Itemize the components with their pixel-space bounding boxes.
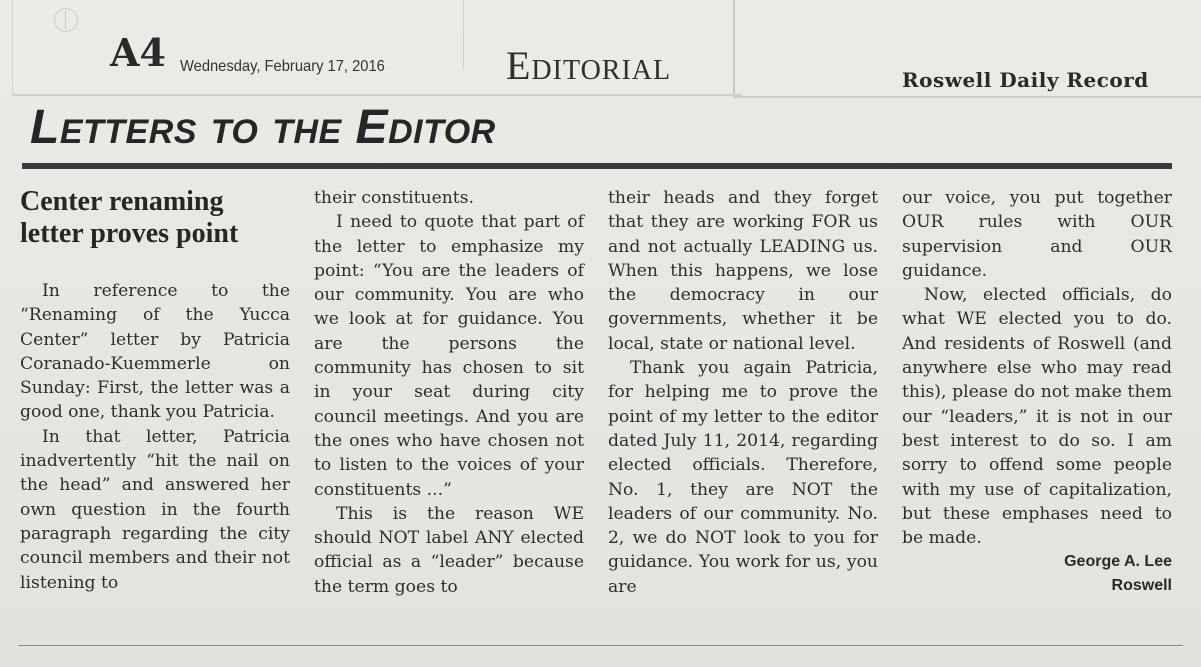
page-number: A4: [110, 30, 166, 75]
author-name: George A. Lee: [1064, 553, 1172, 571]
paragraph: Now, elected officials, do what WE elected you to do. And residents of Roswell (and anywhere else who may read this), please do not make them our “leaders,” it is not in our best interest to do so. I am sorry to offend some people with my use of capitalization, but these emphases need to be made.: [902, 285, 1172, 549]
paragraph: their constituents.: [314, 188, 474, 208]
publication-date: Wednesday, February 17, 2016: [180, 58, 385, 75]
column-4: [902, 186, 1172, 598]
clipping-edge: [12, 0, 13, 96]
section-title: Editorial: [506, 43, 672, 88]
letter-headline: Center renaming letter proves point: [20, 186, 239, 249]
column-2: [314, 186, 584, 599]
page-banner: Letters to the Editor: [30, 101, 496, 154]
paragraph: In reference to the “Renaming of the Yucca Center” letter by Patricia Coranado-Kuemmerle on Sunday: First, the letter was a good one, thank you Patricia.: [20, 281, 290, 423]
paragraph: I need to quote that part of the letter to emphasize my point: “You are the leaders of our community. You are who we look at for guidance. You are the persons the community has chosen to sit in your seat during city council meetings. And you are the ones who have chosen not to listen to the voices of your constituents ...”: [314, 212, 584, 500]
paragraph: This is the reason WE should NOT label ANY elected official as a “leader” because the term goes to: [314, 503, 584, 597]
author-location: Roswell: [1111, 577, 1172, 595]
paragraph: Thank you again Patricia, for helping me to prove the point of my letter to the editor dated July 11, 2014, regarding elected officials. Therefore, No. 1, they are NOT the leaders of our community. No. 2, we do NOT look to you for guidance. You work for us, you are: [608, 358, 878, 597]
punch-hole-mark: [54, 8, 78, 32]
clipping-edge: [12, 94, 742, 96]
column-3: [608, 186, 878, 599]
paragraph: In that letter, Patricia inadvertently “hit the nail on the head” and answered her own question in the fourth paragraph regarding the city council members and their not listening to: [20, 426, 290, 593]
clipping-edge: [733, 0, 735, 98]
clipping-edge: [735, 96, 1201, 98]
newspaper-masthead: Roswell Daily Record: [902, 68, 1149, 92]
paragraph: their heads and they forget that they are working FOR us and not actually LEADING us. When this happens, we lose the democracy in our governments, whether it be local, state or national level.: [608, 188, 878, 354]
banner-rule: [22, 163, 1172, 169]
clipping-edge: [463, 0, 464, 70]
paragraph: our voice, you put together OUR rules with OUR supervision and OUR guidance.: [902, 188, 1172, 281]
bottom-rule: [18, 645, 1183, 646]
column-1: [20, 186, 290, 595]
